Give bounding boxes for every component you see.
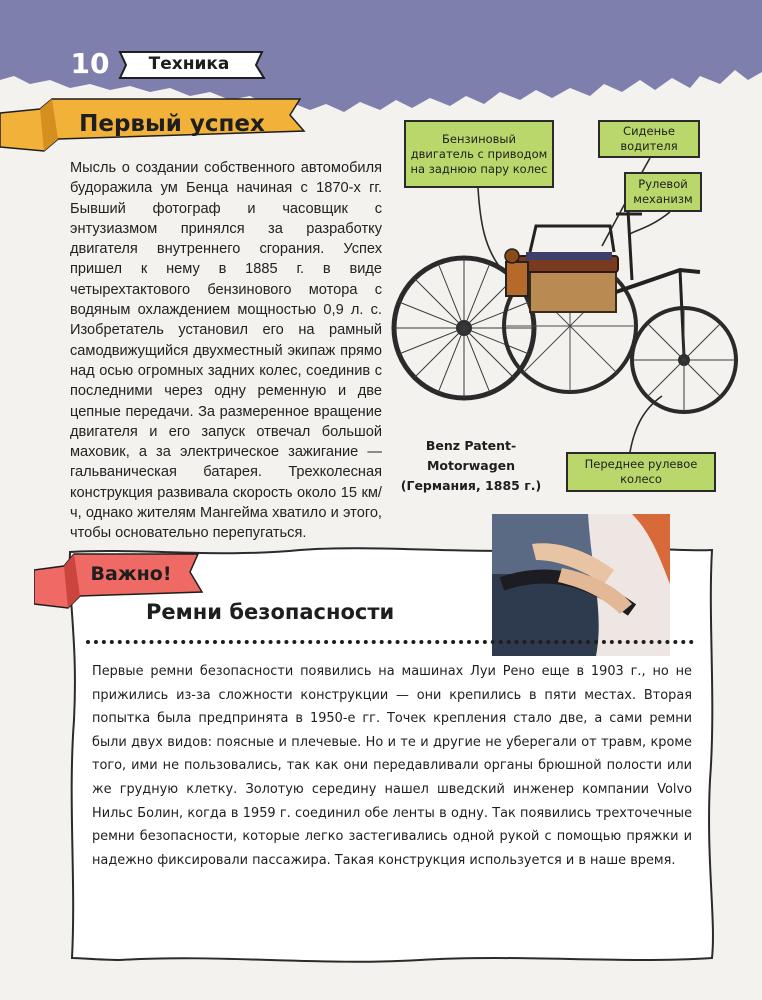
dotted-divider	[86, 640, 694, 644]
callout-steering: Рулевой механизм	[624, 172, 702, 212]
callout-seat: Сиденье водителя	[598, 120, 700, 158]
box-heading: Ремни безопасности	[146, 600, 395, 624]
page-number: 10	[70, 47, 110, 80]
box-text: Первые ремни безопасности появились на машинах Луи Рено еще в 1903 г., но не прижились из-за сложности конструкции — они крепились в пяти местах. Вторая попытка была предпринята в 1950-е гг. Точек крепления стало две, а сами ремни были двух видов: поясные и плечевые. Но и те и другие не уберегали от травм, кроме того, ими не пользовались, так как они передавливали органы брюшной полости или же грудную клетку. Золотую середину нашел шведский инженер компании Volvo Нильс Болин, когда в 1959 г. соединил обе ленты в одну. Так появились трехточечные ремни безопасности, которые легко застегивались одной рукой с помощью пряжки и надежно фиксировали пассажира. Такая конструкция используется и в наше время.	[92, 664, 692, 868]
important-label: Важно!	[90, 563, 172, 585]
figure-caption: Benz Patent-Motorwagen (Германия, 1885 г.)	[400, 438, 542, 493]
section-tag: Техника	[148, 54, 230, 74]
callout-front-wheel: Переднее рулевое колесо	[566, 452, 716, 492]
seatbelt-photo	[492, 514, 670, 656]
article-body: Мысль о создании собственного автомобиля будоражила ум Бенца начиная с 1870-х гг. Бывший фотограф и часовщик с энтузиазмом принялся за разработку двигателя внутреннего сгорания. Успех пришел к нему в 1885 г. в виде четырехтактового бензинового мотора с водяным охлаждением мощностью 0,9 л. с. Изобретатель установил его на рамный самодвижущийся двухместный экипаж прямо над осью огромных задних колес, соединив с последними через одну ременную и две цепные передачи. За размеренное вращение двигателя и его запуск отвечал большой маховик, а за электрическое зажигание — гальваническая батарея. Трехколесная конструкция развивала скорость около 15 км/ч, однако жителям Мангейма хватило и этого, чтобы основательно перепугаться.	[70, 160, 382, 542]
callout-engine: Бензиновый двигатель с приводом на заднюю пару колес	[404, 120, 554, 188]
article-title: Первый успех	[79, 111, 265, 137]
